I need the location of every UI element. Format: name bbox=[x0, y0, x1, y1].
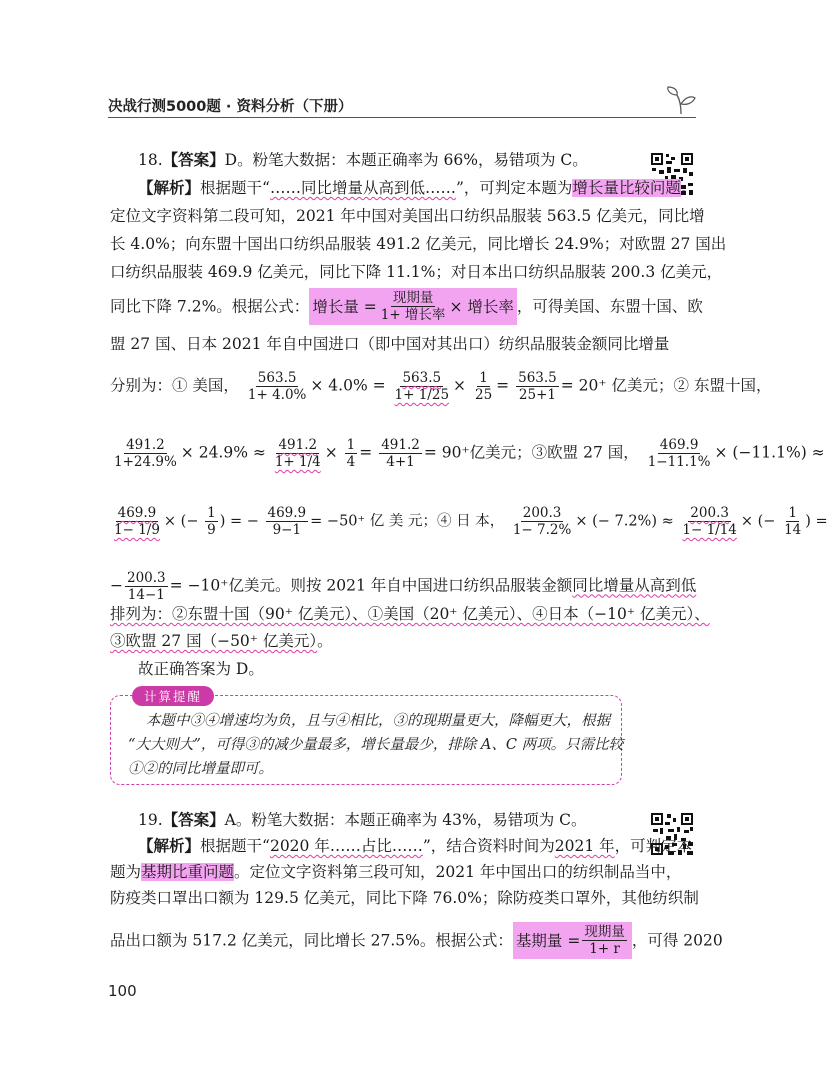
calc-line: − $\frac{200.3}{14-1}$ = −10⁺亿美元。则按 2021 年自中国进口纺织品服装金额同比增量从高到低 bbox=[110, 570, 697, 603]
tip-label: 计算提醒 bbox=[132, 686, 214, 706]
body-line: ③欧盟 27 国（−50⁺ 亿美元）。 bbox=[110, 632, 333, 650]
question-number: 18. bbox=[138, 151, 163, 169]
body-line: 口纺织品服装 469.9 亿美元，同比下降 11.1%；对日本出口纺织品服装 200.3 亿美元， bbox=[110, 263, 723, 281]
q19-answer-line: 19.【答案】A。粉笔大数据：本题正确率为 43%，易错项为 C。 bbox=[138, 810, 587, 829]
q18-analysis-line: 【解析】根据题干“……同比增量从高到低……”，可判定本题为增长量比较问题。 bbox=[138, 178, 697, 197]
body-line: 定位文字资料第二段可知，2021 年中国对美国出口纺织品服装 563.5 亿美元，同比增 bbox=[110, 207, 705, 225]
formula-growth-amount: 增长量 = $\frac{\text{现期量}}{\text{1+ 增长率}}$ × 增长率 bbox=[309, 288, 517, 325]
header-rule bbox=[108, 117, 696, 118]
highlight: 基期比重问题 bbox=[141, 863, 235, 881]
answer-tag: 【答案】 bbox=[162, 150, 225, 169]
question-number: 19. bbox=[138, 811, 163, 829]
body-line: 防疫类口罩出口额为 129.5 亿美元，同比下降 76.0%；除防疫类口罩外，其他纺织制 bbox=[110, 889, 699, 907]
formula-line: 品出口额为 517.2 亿美元，同比增长 27.5%。根据公式： 基期量 = $\frac{\text{现期量}}{1+ r}$ ，可得 2020 bbox=[110, 924, 723, 957]
tip-line: 本题中③④增速均为负，且与④相比，③的现期量更大，降幅更大，根据 bbox=[146, 713, 610, 729]
header-title: 决战行测5000题 · 资料分析（下册） bbox=[108, 99, 353, 115]
q18-answer-line: 18.【答案】D。粉笔大数据：本题正确率为 66%，易错项为 C。 bbox=[138, 150, 588, 169]
formula-line: 同比下降 7.2%。根据公式： 增长量 = $\frac{\text{现期量}}{\text{1+ 增长率}}$ × 增长率 ，可得美国、东盟十国、欧 bbox=[110, 290, 703, 323]
body-line: 盟 27 国、日本 2021 年自中国进口（即中国对其出口）纺织品服装金额同比增量 bbox=[110, 335, 670, 353]
tip-line: ①②的同比增量即可。 bbox=[128, 761, 273, 777]
formula-base-amount: 基期量 = $\frac{\text{现期量}}{1+ r}$ bbox=[513, 922, 632, 959]
leaf-icon bbox=[664, 86, 698, 116]
highlight: 增长量比较问题 bbox=[572, 179, 681, 197]
body-line: 长 4.0%；向东盟十国出口纺织品服装 491.2 亿美元，同比增长 24.9%；对欧盟 27 国出 bbox=[110, 235, 727, 253]
calc-line: 分别为：① 美国， $\frac{563.5}{1+ 4.0\%}$ × 4.0% = $\frac{563.5}{1+ 1/25}$ × $\frac{1}{25}$ = $\frac{563.5}{25+1}$ = 20⁺ 亿美元；② 东盟十国， bbox=[110, 370, 772, 403]
analysis-tag: 【解析】 bbox=[138, 178, 201, 197]
analysis-tag: 【解析】 bbox=[138, 836, 201, 855]
answer-tag: 【答案】 bbox=[162, 810, 225, 829]
q19-analysis-line: 【解析】根据题干“2020 年……占比……”，结合资料时间为2021 年，可判定本 bbox=[138, 836, 693, 855]
tip-line: “大大则大”，可得③的减少量最多，增长量最少，排除 A、C 两项。只需比较 bbox=[128, 737, 624, 753]
conclusion-line: 故正确答案为 D。 bbox=[138, 660, 264, 678]
page-number: 100 bbox=[108, 982, 137, 1000]
body-line: 排列为：②东盟十国（90⁺ 亿美元）、①美国（20⁺ 亿美元）、④日本（−10⁺ 亿美元）、 bbox=[110, 605, 710, 623]
body-line: 题为基期比重问题。定位文字资料第三段可知，2021 年中国出口的纺织制品当中， bbox=[110, 863, 682, 881]
calc-line: $\frac{491.2}{1+24.9\%}$ × 24.9% ≈ $\frac{491.2}{1+ 1/4}$ × $\frac{1}{4}$ = $\frac{491.2}{4+1}$ = 90⁺亿美元；③欧盟 27 国， $\frac{469.9}{1-11.1\%}$ × (−11.1%) ≈ bbox=[114, 437, 825, 470]
calc-line: $\frac{469.9}{1- 1/9}$ × (− $\frac{1}{9}$ ) = − $\frac{469.9}{9-1}$ = −50⁺ 亿 美 元；④ 日 本， $\frac{200.3}{1- 7.2\%}$ × (− 7.2%) ≈ $\frac{200.3}{1- 1/14}$ × (− $\frac{1}{14}$ ) = bbox=[114, 505, 828, 538]
